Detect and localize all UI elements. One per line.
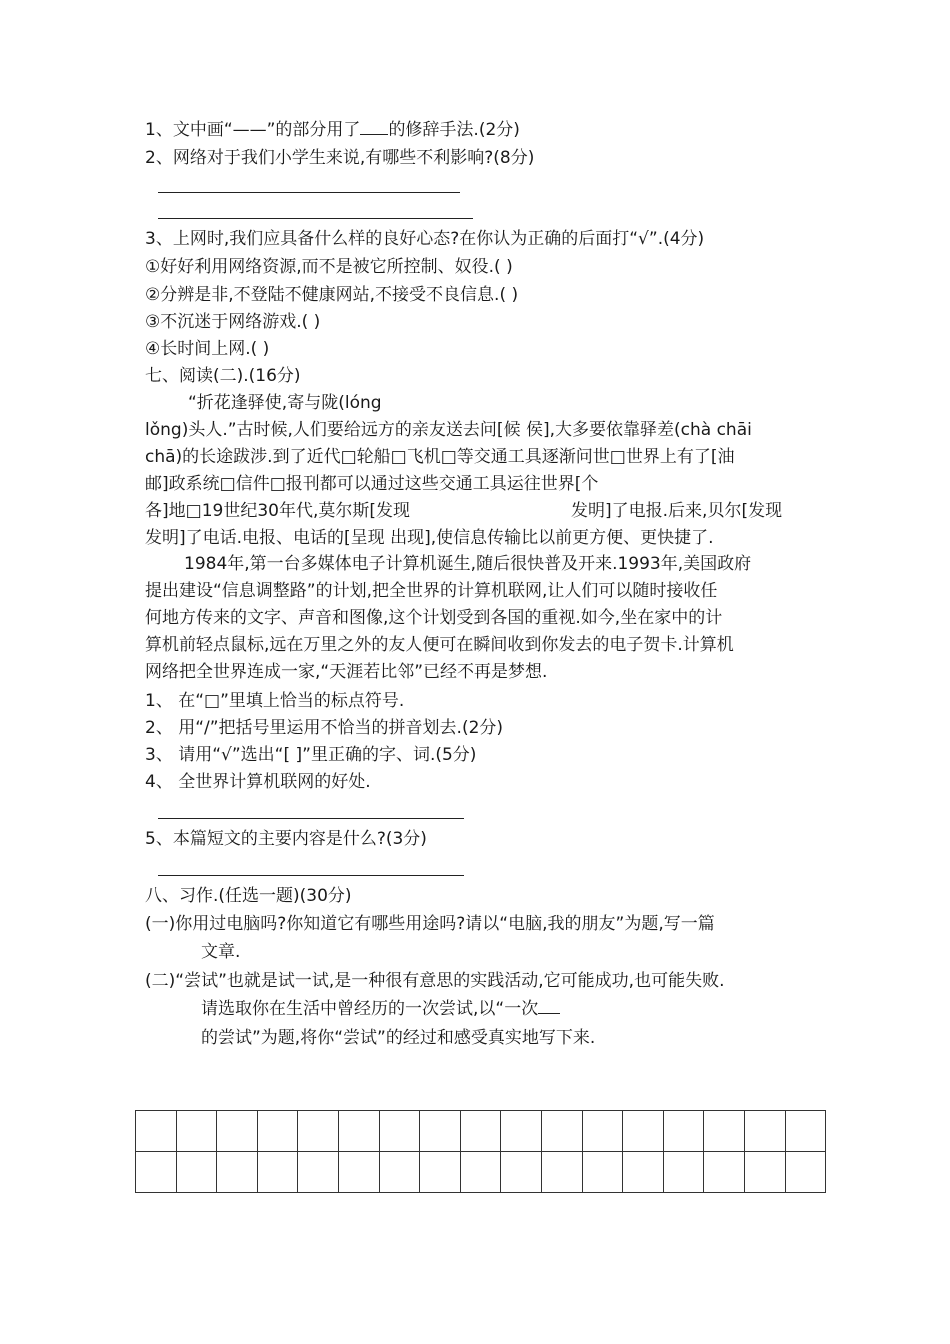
passage-line: 邮]政系统□信件□报刊都可以通过这些交通工具运往世界[个: [145, 474, 599, 494]
passage-line: 网络把全世界连成一家,“天涯若比邻”已经不再是梦想.: [145, 662, 548, 682]
grid-cell[interactable]: [704, 1152, 745, 1193]
grid-cell[interactable]: [379, 1152, 420, 1193]
q6-3-option-1: ①好好利用网络资源,而不是被它所控制、奴役.( ): [145, 257, 513, 277]
grid-cell[interactable]: [136, 1111, 177, 1152]
q6-3-option-2: ②分辨是非,不登陆不健康网站,不接受不良信息.( ): [145, 285, 519, 305]
composition-option-1: (一)你用过电脑吗?你知道它有哪些用途吗?请以“电脑,我的朋友”为题,写一篇: [145, 914, 715, 934]
q7-4: 4、 全世界计算机联网的好处.: [145, 772, 371, 792]
q7-1: 1、 在“□”里填上恰当的标点符号.: [145, 691, 405, 711]
q6-3: 3、上网时,我们应具备什么样的良好心态?在你认为正确的后面打“√”.(4分): [145, 229, 705, 249]
grid-cell[interactable]: [501, 1152, 542, 1193]
grid-cell[interactable]: [176, 1111, 217, 1152]
grid-row: [136, 1111, 826, 1152]
grid-cell[interactable]: [785, 1152, 826, 1193]
grid-cell[interactable]: [460, 1152, 501, 1193]
composition-option-2-text: 请选取你在生活中曾经历的一次尝试,以“一次: [201, 999, 539, 1019]
composition-option-1-cont: 文章.: [201, 942, 241, 962]
grid-cell[interactable]: [785, 1111, 826, 1152]
passage-line: 发明]了电话.电报、电话的[呈现 出现],使信息传输比以前更方便、更快捷了.: [145, 528, 714, 548]
passage-line: 1984年,第一台多媒体电子计算机诞生,随后很快普及开来.1993年,美国政府: [184, 554, 752, 574]
answer-line[interactable]: [158, 818, 464, 819]
passage-line: 何地方传来的文字、声音和图像,这个计划受到各国的重视.如今,坐在家中的计: [145, 608, 723, 628]
grid-cell[interactable]: [217, 1152, 258, 1193]
q6-1-blank[interactable]: [360, 119, 388, 135]
grid-cell[interactable]: [420, 1111, 461, 1152]
passage-line: 算机前轻点鼠标,远在万里之外的友人便可在瞬间收到你发去的电子贺卡.计算机: [145, 635, 734, 655]
composition-option-2-cont: 的尝试”为题,将你“尝试”的经过和感受真实地写下来.: [201, 1028, 596, 1048]
composition-option-2: (二)“尝试”也就是试一试,是一种很有意思的实践活动,它可能成功,也可能失败.: [145, 971, 725, 991]
section-7-heading: 七、阅读(二).(16分): [145, 366, 301, 386]
grid-cell[interactable]: [379, 1111, 420, 1152]
grid-cell[interactable]: [623, 1152, 664, 1193]
grid-cell[interactable]: [420, 1152, 461, 1193]
q7-5: 5、本篇短文的主要内容是什么?(3分): [145, 829, 427, 849]
passage-line: 提出建设“信息调整路”的计划,把全世界的计算机联网,让人们可以随时接收任: [145, 581, 718, 601]
grid-cell[interactable]: [582, 1111, 623, 1152]
grid-cell[interactable]: [460, 1111, 501, 1152]
grid-cell[interactable]: [663, 1111, 704, 1152]
q6-1-prefix: 1、文中画“——”的部分用了: [145, 120, 361, 140]
q6-1: [145, 119, 520, 141]
passage-line: chā)的长途跋涉.到了近代□轮船□飞机□等交通工具逐渐问世□世界上有了[油: [145, 447, 735, 467]
grid-cell[interactable]: [541, 1111, 582, 1152]
title-blank[interactable]: [538, 998, 560, 1014]
grid-cell[interactable]: [663, 1152, 704, 1193]
grid-cell[interactable]: [582, 1152, 623, 1193]
grid-cell[interactable]: [217, 1111, 258, 1152]
grid-cell[interactable]: [257, 1111, 298, 1152]
answer-line[interactable]: [158, 875, 464, 876]
grid-cell[interactable]: [257, 1152, 298, 1193]
passage-line: 各]地□19世纪30年代,莫尔斯[发现: [145, 501, 410, 521]
grid-cell[interactable]: [704, 1111, 745, 1152]
grid-cell[interactable]: [298, 1111, 339, 1152]
grid-cell[interactable]: [298, 1152, 339, 1193]
grid-cell[interactable]: [541, 1152, 582, 1193]
q6-3-option-3: ③不沉迷于网络游戏.( ): [145, 312, 321, 332]
section-8-heading: 八、习作.(任选一题)(30分): [145, 886, 352, 906]
grid-cell[interactable]: [623, 1111, 664, 1152]
grid-cell[interactable]: [338, 1111, 379, 1152]
composition-option-2-cont: [201, 998, 560, 1020]
q6-3-option-4: ④长时间上网.( ): [145, 339, 270, 359]
q6-2: 2、网络对于我们小学生来说,有哪些不利影响?(8分): [145, 148, 535, 168]
q7-3: 3、 请用“√”选出“[ ]”里正确的字、词.(5分): [145, 745, 477, 765]
answer-line[interactable]: [158, 192, 460, 193]
grid-cell[interactable]: [176, 1152, 217, 1193]
grid-row: [136, 1152, 826, 1193]
passage-line: “折花逢驿使,寄与陇(lóng: [188, 393, 382, 413]
grid-cell[interactable]: [744, 1152, 785, 1193]
passage-line: 发明]了电报.后来,贝尔[发现: [571, 501, 783, 521]
grid-cell[interactable]: [136, 1152, 177, 1193]
q7-2: 2、 用“/”把括号里运用不恰当的拼音划去.(2分): [145, 718, 504, 738]
grid-cell[interactable]: [338, 1152, 379, 1193]
grid-cell[interactable]: [744, 1111, 785, 1152]
grid-cell[interactable]: [501, 1111, 542, 1152]
q6-1-suffix: 的修辞手法.(2分): [388, 120, 520, 140]
passage-line: lǒng)头人.”古时候,人们要给远方的亲友送去问[候 侯],大多要依靠驿差(chà chāi: [145, 420, 752, 440]
answer-line[interactable]: [158, 218, 473, 219]
writing-grid: [135, 1110, 826, 1193]
